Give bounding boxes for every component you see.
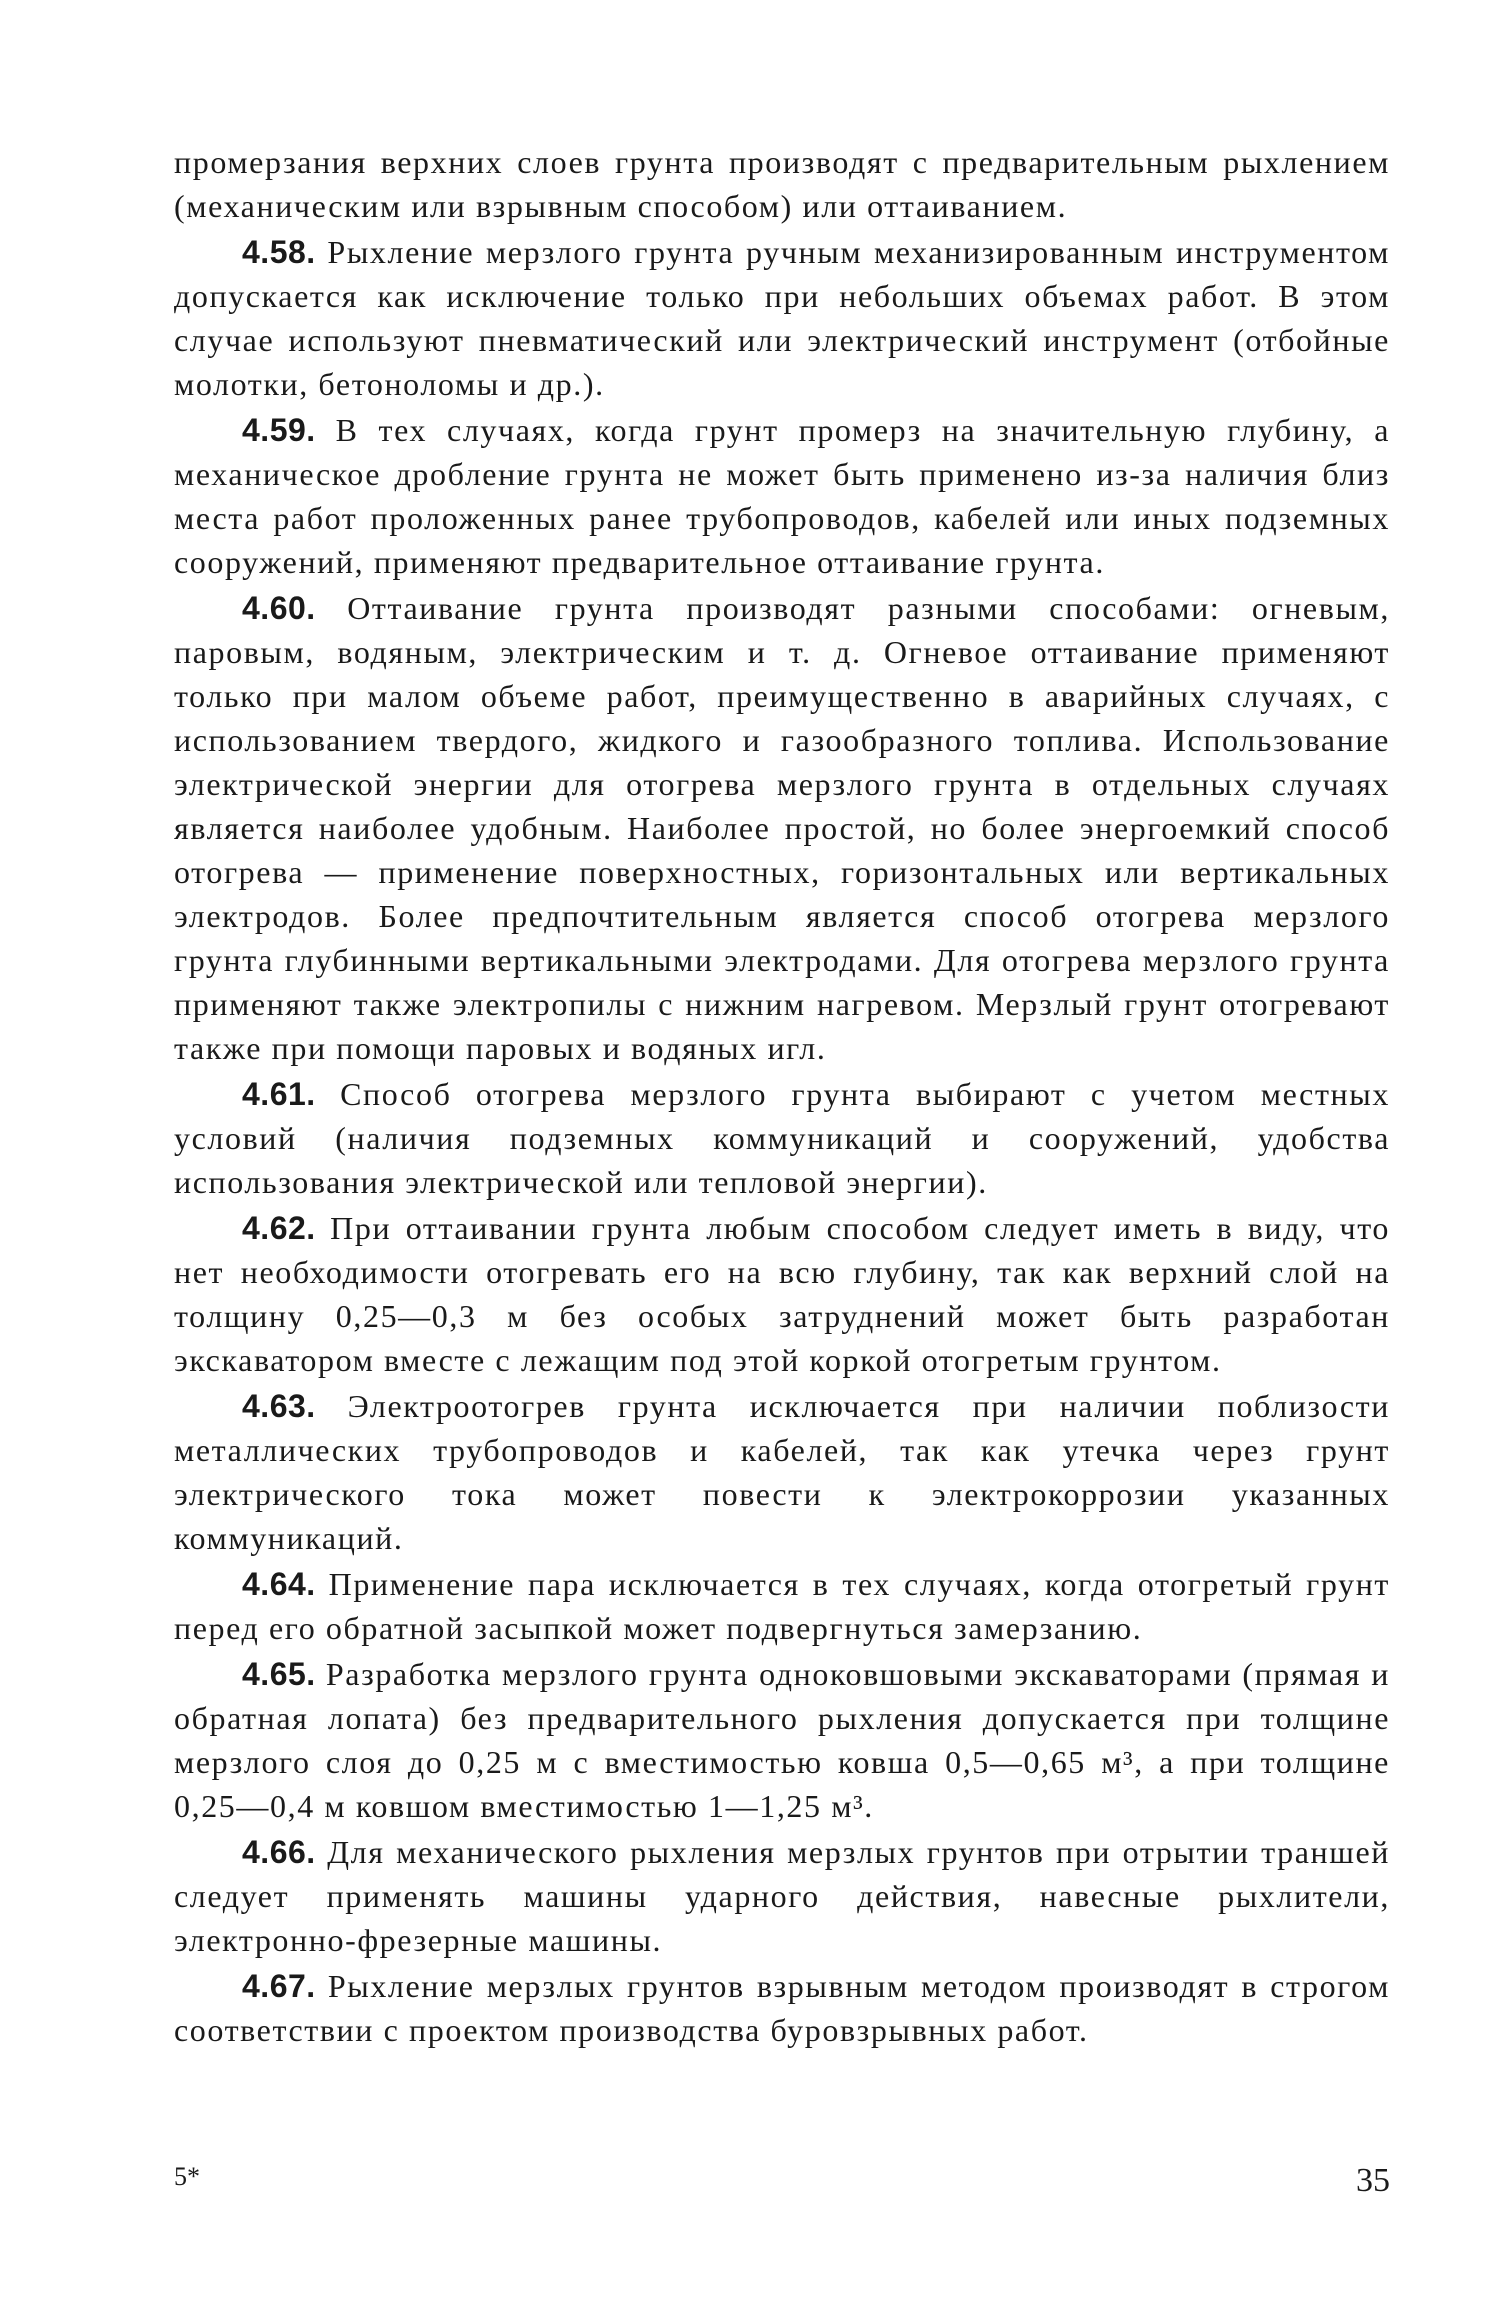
paragraph-number: 4.61.: [242, 1076, 316, 1112]
paragraph-text: Электроотогрев грунта исключается при наличии поблизости металлических трубопроводов и кабелей, так как утечка через грунт электрического тока может повести к электрокоррозии указанных коммуникаций.: [174, 1388, 1390, 1556]
page-footer: [174, 2162, 1390, 2202]
paragraph-text: Рыхление мерзлого грунта ручным механизированным инструментом допускается как исключение только при небольших объемах работ. В этом случае используют пневматический или электрический инструмент (отбойные молотки, бетоноломы и др.).: [174, 234, 1390, 402]
paragraph-text: Оттаивание грунта производят разными способами: огневым, паровым, водяным, электрическим и т. д. Огневое оттаивание применяют только при малом объеме работ, преимущественно в аварийных случаях, с использованием твердого, жидкого и газообразного топлива. Использование электрической энергии для отогрева мерзлого грунта в отдельных случаях является наиболее удобным. Наиболее простой, но более энергоемкий способ отогрева — применение поверхностных, горизонтальных или вертикальных электродов. Более предпочтительным является способ отогрева мерзлого грунта глубинными вертикальными электродами. Для отогрева мерзлого грунта применяют также электропилы с нижним нагревом. Мерзлый грунт отогревают также при помощи паровых и водяных игл.: [174, 590, 1390, 1066]
paragraph-text: При оттаивании грунта любым способом следует иметь в виду, что нет необходимости отогревать его на всю глубину, так как верхний слой на толщину 0,25—0,3 м без особых затруднений может быть разработан экскаватором вместе с лежащим под этой коркой отогретым грунтом.: [174, 1210, 1390, 1378]
paragraph-text: промерзания верхних слоев грунта производят с предварительным рыхлением (механическим или взрывным способом) или оттаиванием.: [174, 144, 1390, 224]
paragraph-text: Разработка мерзлого грунта одноковшовыми экскаваторами (прямая и обратная лопата) без предварительного рыхления допускается при толщине мерзлого слоя до 0,25 м с вместимостью ковша 0,5—0,65 м³, а при толщине 0,25—0,4 м ковшом вместимостью 1—1,25 м³.: [174, 1656, 1390, 1824]
signature-mark: 5*: [174, 2162, 200, 2191]
paragraph-number: 4.59.: [242, 412, 316, 448]
paragraph-4-63: [174, 1384, 1390, 1560]
paragraph-number: 4.58.: [242, 234, 316, 270]
paragraph-4-60: [174, 586, 1390, 1070]
paragraph-number: 4.66.: [242, 1834, 316, 1870]
paragraph-continuation: [174, 140, 1390, 228]
paragraph-number: 4.67.: [242, 1968, 316, 2004]
paragraph-4-62: [174, 1206, 1390, 1382]
paragraph-number: 4.64.: [242, 1566, 316, 1602]
paragraph-text: Применение пара исключается в тех случаях, когда отогретый грунт перед его обратной засыпкой может подвергнуться замерзанию.: [174, 1566, 1390, 1646]
paragraph-4-59: [174, 408, 1390, 584]
paragraph-number: 4.65.: [242, 1656, 316, 1692]
paragraph-4-66: [174, 1830, 1390, 1962]
paragraph-text: Для механического рыхления мерзлых грунтов при отрытии траншей следует применять машины ударного действия, навесные рыхлители, электронно-фрезерные машины.: [174, 1834, 1390, 1958]
paragraph-4-65: [174, 1652, 1390, 1828]
paragraph-4-61: [174, 1072, 1390, 1204]
paragraph-4-58: [174, 230, 1390, 406]
page-body: [174, 140, 1390, 2054]
paragraph-text: Способ отогрева мерзлого грунта выбирают с учетом местных условий (наличия подземных коммуникаций и сооружений, удобства использования электрической или тепловой энергии).: [174, 1076, 1390, 1200]
paragraph-number: 4.63.: [242, 1388, 316, 1424]
paragraph-text: В тех случаях, когда грунт промерз на значительную глубину, а механическое дробление грунта не может быть применено из-за наличия близ места работ проложенных ранее трубопроводов, кабелей или иных подземных сооружений, применяют предварительное оттаивание грунта.: [174, 412, 1390, 580]
paragraph-number: 4.62.: [242, 1210, 316, 1246]
paragraph-number: 4.60.: [242, 590, 316, 626]
paragraph-4-67: [174, 1964, 1390, 2052]
paragraph-text: Рыхление мерзлых грунтов взрывным методом производят в строгом соответствии с проектом производства буровзрывных работ.: [174, 1968, 1390, 2048]
paragraph-4-64: [174, 1562, 1390, 1650]
page-number: 35: [1356, 2162, 1390, 2199]
